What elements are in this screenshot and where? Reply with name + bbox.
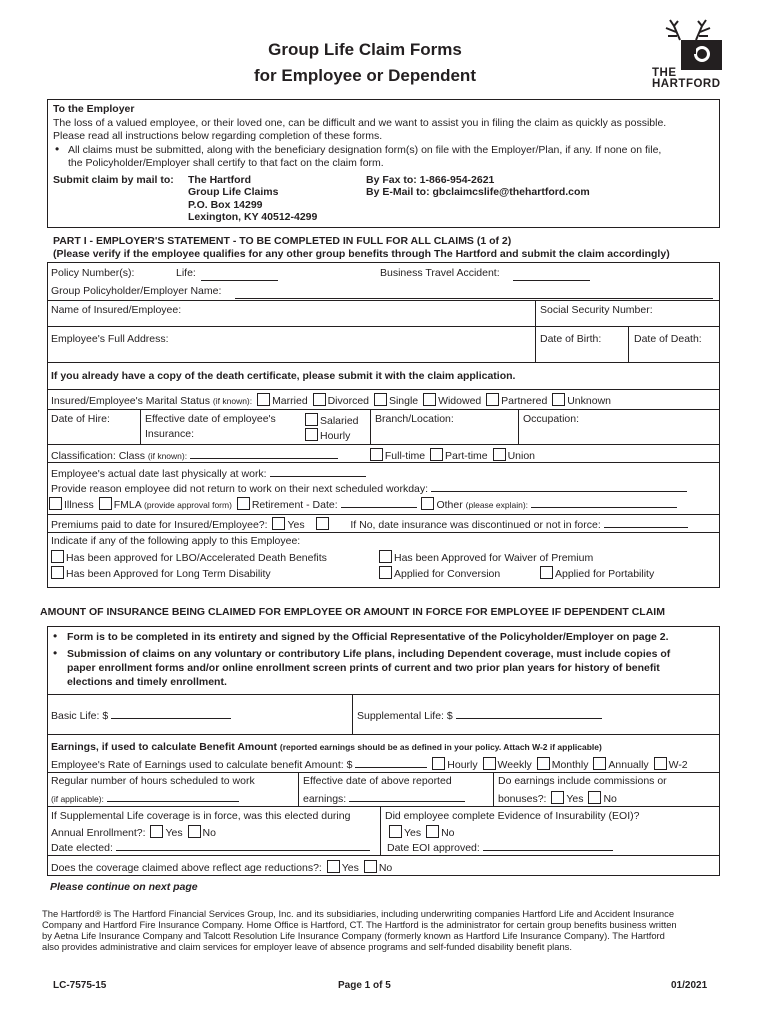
life-label: Life: [176, 267, 196, 279]
bullet-icon: • [55, 142, 60, 156]
logo-word-hartford: HARTFORD [652, 78, 721, 90]
lbo-option [49, 550, 327, 565]
bonuses-label: bonuses?: [498, 793, 547, 805]
fmla-checkbox[interactable] [99, 497, 112, 510]
fulltime-checkbox[interactable] [370, 448, 383, 461]
widowed-checkbox[interactable] [423, 393, 436, 406]
dod-label: Date of Death: [634, 333, 702, 345]
monthly-rate-label: Monthly [551, 759, 589, 771]
reason-row [51, 481, 687, 496]
parttime-label: Part-time [445, 450, 488, 462]
regular-hours-label: Regular number of hours scheduled to work [51, 775, 255, 787]
eoi-date-label: Date EOI approved: [387, 842, 480, 854]
legal-text-2: Company and Hartford Fire Insurance Company. Home Office is Hartford, CT. The Hartford is the administrator for certain group benefits business written [42, 919, 677, 930]
occupation-label: Occupation: [523, 413, 580, 425]
employer-bullet-cont: the Policyholder/Employer shall certify to that fact on the claim form. [68, 157, 384, 169]
employer-heading: To the Employer [53, 103, 135, 115]
bullet-icon: • [53, 646, 58, 660]
effective-reported-label: Effective date of above reported [303, 775, 452, 787]
bonuses-yes-label: Yes [566, 793, 584, 805]
eoi-options-row [387, 825, 455, 840]
basic-life-row [51, 708, 231, 723]
eoi-label: Did employee complete Evidence of Insurability (EOI)? [385, 810, 640, 822]
divider [47, 409, 720, 410]
indicate-label: Indicate if any of the following apply to this Employee: [51, 535, 301, 547]
annually-rate-checkbox[interactable] [593, 757, 606, 770]
age-yes-label: Yes [341, 862, 359, 874]
branch-label: Branch/Location: [375, 413, 454, 425]
marital-status-label: Insured/Employee's Marital Status [51, 395, 210, 407]
age-reductions-row [51, 860, 392, 875]
logo-word-the: THE [652, 67, 677, 79]
divorced-label: Divorced [327, 395, 370, 407]
premiums-date-label: date for [135, 519, 172, 531]
if-applicable-hint: (if applicable): [51, 794, 104, 804]
divider [47, 772, 720, 773]
legal-text: The Hartford® is The Hartford Financial Services Group, Inc. and its subsidiaries, including underwriting companies Hartford Life and Accident Insurance [42, 908, 675, 919]
annual-yes-label: Yes [165, 827, 183, 839]
mail-line-4: Lexington, KY 40512-4299 [188, 211, 318, 223]
policy-number-label: Policy Number(s): [51, 267, 135, 279]
unknown-label: Unknown [567, 395, 611, 407]
illness-checkbox[interactable] [49, 497, 62, 510]
bonuses-yes-checkbox[interactable] [551, 791, 564, 804]
divider [47, 362, 720, 363]
divider [298, 772, 299, 806]
hourly-checkbox[interactable] [305, 428, 318, 441]
last-at-work-row [51, 466, 366, 481]
divider [518, 409, 519, 444]
classification-field[interactable] [190, 448, 338, 459]
age-no-label: No [378, 862, 393, 874]
fmla-hint: (provide approval form) [144, 500, 232, 510]
mail-line-2: Group Life Claims [188, 186, 279, 198]
supplemental-life-field[interactable] [456, 708, 602, 719]
supplemental-life-row [357, 708, 602, 723]
dob-label: Date of Birth: [540, 333, 602, 345]
retirement-date-field[interactable] [341, 497, 417, 508]
weekly-rate-label: Weekly [497, 759, 532, 771]
divider [352, 694, 353, 734]
date-elected-field[interactable] [116, 840, 370, 851]
annually-rate-label: Annually [608, 759, 649, 771]
bonuses-no-label: No [603, 793, 617, 805]
mail-label: Submit claim by mail to: [53, 174, 174, 186]
hourly-label: Hourly [320, 430, 351, 442]
eoi-date-row [387, 840, 613, 855]
other-checkbox[interactable] [421, 497, 434, 510]
conversion-option [377, 566, 500, 581]
divider [47, 514, 720, 515]
basic-life-label: Basic Life: $ [51, 710, 109, 722]
reason-label: Provide reason employee did not return to work on their next scheduled workday: [51, 483, 429, 495]
divider [47, 532, 720, 533]
ltd-checkbox[interactable] [51, 566, 64, 579]
eoi-date-field[interactable] [483, 840, 613, 851]
age-yes-checkbox[interactable] [327, 860, 340, 873]
salaried-checkbox[interactable] [305, 413, 318, 426]
last-at-work-label: Employee's actual date last physically at work: [51, 468, 267, 480]
age-no-checkbox[interactable] [364, 860, 377, 873]
partnered-checkbox[interactable] [486, 393, 499, 406]
divider [370, 409, 371, 444]
age-reductions-label: Does the coverage claimed above reflect age reductions?: [51, 862, 322, 874]
effective-reported-field[interactable] [349, 791, 465, 802]
premiums-rest-label: Insured/Employee?: [174, 519, 268, 531]
group-policyholder-label: Group Policyholder/Employer Name: [51, 285, 222, 297]
divider [493, 772, 494, 806]
divider [47, 806, 720, 807]
effective-date-label-2: Insurance: [145, 428, 195, 440]
classification-hint: (if known): [147, 451, 188, 461]
bonuses-row [498, 791, 617, 806]
annual-enrollment-row [51, 825, 216, 840]
continue-note: Please continue on next page [50, 881, 198, 893]
regular-hours-field[interactable] [107, 791, 239, 802]
supplemental-life-label: Supplemental Life: $ [357, 710, 453, 722]
logo-wordmark [652, 68, 721, 90]
portability-option [538, 566, 654, 581]
page-subtitle: for Employee or Dependent [254, 66, 476, 85]
date-elected-label: Date elected: [51, 842, 113, 854]
mail-line-3: P.O. Box 14299 [188, 199, 263, 211]
other-hint: (please explain): [465, 500, 529, 510]
divider [535, 300, 536, 362]
retirement-checkbox[interactable] [237, 497, 250, 510]
eoi-yes-checkbox[interactable] [389, 825, 402, 838]
married-checkbox[interactable] [257, 393, 270, 406]
annual-no-label: No [202, 827, 216, 839]
regular-hours-row [51, 791, 239, 806]
supplemental-elected-label: If Supplemental Life coverage is in force, was this elected during [51, 810, 351, 822]
union-label: Union [507, 450, 535, 462]
reason-options-row [47, 497, 677, 512]
portability-checkbox[interactable] [540, 566, 553, 579]
divider [47, 444, 720, 445]
premiums-label: Premiums paid to [51, 519, 133, 531]
mail-line-1: The Hartford [188, 174, 251, 186]
rate-row [51, 757, 688, 772]
employer-intro: The loss of a valued employee, or their loved one, can be difficult and we want to assist you in filing the claim as quickly as possible. [53, 117, 667, 129]
w2-rate-label: W-2 [668, 759, 688, 771]
employer-bullet: All claims must be submitted, along with the beneficiary designation form(s) on file with the Employer/Plan, if any. If none on file, [68, 144, 662, 156]
bonuses-no-checkbox[interactable] [588, 791, 601, 804]
divider [47, 462, 720, 463]
part1-heading: PART I - EMPLOYER'S STATEMENT - TO BE COMPLETED IN FULL FOR ALL CLAIMS (1 of 2) [53, 235, 512, 247]
partnered-label: Partnered [501, 395, 548, 407]
fmla-label: FMLA [113, 499, 142, 511]
amount-bullet-2: Submission of claims on any voluntary or contributory Life plans, including Dependent coverage, must include copies of [67, 648, 671, 660]
annual-no-checkbox[interactable] [188, 825, 201, 838]
effective-date-label: Effective date of employee's [145, 413, 276, 425]
commissions-label: Do earnings include commissions or [498, 775, 667, 787]
discontinued-field[interactable] [604, 517, 688, 528]
weekly-rate-checkbox[interactable] [483, 757, 496, 770]
premiums-yes-label: Yes [287, 519, 305, 531]
divider [47, 734, 720, 735]
basic-life-field[interactable] [111, 708, 231, 719]
waiver-option [377, 550, 593, 565]
classification-row [51, 448, 535, 463]
parttime-checkbox[interactable] [430, 448, 443, 461]
hourly-rate-label: Hourly [447, 759, 478, 771]
employer-intro-2: Please read all instructions below regarding completion of these forms. [53, 130, 383, 142]
other-field[interactable] [531, 497, 677, 508]
annual-yes-checkbox[interactable] [150, 825, 163, 838]
death-certificate-note: If you already have a copy of the death certificate, please submit it with the claim application. [51, 370, 516, 382]
married-label: Married [272, 395, 308, 407]
classification-label: Classification: Class [51, 450, 145, 462]
effective-reported-row [303, 791, 465, 806]
page-title: Group Life Claim Forms [268, 40, 462, 59]
conversion-label: Applied for Conversion [394, 568, 501, 580]
rate-field[interactable] [355, 757, 427, 768]
premiums-row [51, 517, 688, 532]
marital-status-row [51, 393, 611, 408]
earnings-heading: Earnings, if used to calculate Benefit Amount [51, 741, 277, 753]
insured-name-label: Name of Insured/Employee: [51, 304, 182, 316]
premiums-no-checkbox[interactable] [316, 517, 329, 530]
divider [47, 300, 720, 301]
premiums-yes-checkbox[interactable] [272, 517, 285, 530]
waiver-label: Has been Approved for Waiver of Premium [394, 552, 594, 564]
portability-label: Applied for Portability [555, 568, 655, 580]
conversion-checkbox[interactable] [379, 566, 392, 579]
email-address: By E-Mail to: gbclaimcslife@thehartford.com [366, 186, 590, 198]
business-travel-label: Business Travel Accident: [380, 267, 500, 279]
discontinued-label: If No, date insurance was discontinued or not in force: [350, 519, 601, 531]
eoi-no-label: No [441, 827, 455, 839]
amount-bullet-1: Form is to be completed in its entirety and signed by the Official Representative of the Policyholder/Employer on page 2. [67, 631, 669, 643]
earnings-label: earnings: [303, 793, 347, 805]
marital-status-hint: (if known): [212, 396, 253, 406]
page-number: Page 1 of 5 [338, 980, 391, 991]
earnings-row [51, 741, 602, 754]
divider [47, 855, 720, 856]
widowed-label: Widowed [438, 395, 482, 407]
form-number: LC-7575-15 [53, 980, 107, 991]
hourly-option [303, 428, 350, 443]
amount-heading: AMOUNT OF INSURANCE BEING CLAIMED FOR EMPLOYEE OR AMOUNT IN FORCE FOR EMPLOYEE IF DEPENDENT CLAIM [40, 606, 665, 618]
date-elected-row [51, 840, 370, 855]
unknown-checkbox[interactable] [552, 393, 565, 406]
eoi-no-checkbox[interactable] [426, 825, 439, 838]
part1-subheading: (Please verify if the employee qualifies for any other group benefits through The Hartford and submit the claim accordingly) [53, 248, 670, 260]
divider [140, 409, 141, 444]
illness-label: Illness [64, 499, 94, 511]
ssn-label: Social Security Number: [540, 304, 653, 316]
bullet-icon: • [53, 629, 58, 643]
divider [47, 389, 720, 390]
salaried-option [303, 413, 359, 428]
ltd-option [49, 566, 271, 581]
life-field[interactable] [201, 280, 278, 281]
single-label: Single [388, 395, 419, 407]
annual-enrollment-label: Annual Enrollment?: [51, 827, 146, 839]
hourly-rate-checkbox[interactable] [432, 757, 445, 770]
divider [380, 806, 381, 855]
union-checkbox[interactable] [493, 448, 506, 461]
other-label: Other [436, 499, 463, 511]
divider [628, 326, 629, 362]
w2-rate-checkbox[interactable] [654, 757, 667, 770]
group-policyholder-field[interactable] [235, 298, 713, 299]
form-date: 01/2021 [671, 980, 708, 991]
divider [47, 694, 720, 695]
business-travel-field[interactable] [513, 280, 590, 281]
reason-field[interactable] [431, 481, 687, 492]
earnings-note: (reported earnings should be as defined in your policy. Attach W-2 if applicable) [279, 742, 602, 752]
single-checkbox[interactable] [374, 393, 387, 406]
divorced-checkbox[interactable] [313, 393, 326, 406]
rate-label: Employee's Rate of Earnings used to calculate benefit Amount: $ [51, 759, 353, 771]
full-address-label: Employee's Full Address: [51, 333, 169, 345]
last-at-work-field[interactable] [270, 466, 366, 477]
lbo-checkbox[interactable] [51, 550, 64, 563]
amount-bullet-2-end: elections and timely enrollment. [67, 676, 227, 688]
date-of-hire-label: Date of Hire: [51, 413, 110, 425]
salaried-label: Salaried [320, 415, 359, 427]
ltd-label: Has been Approved for Long Term Disability [66, 568, 271, 580]
fax-number: By Fax to: 1-866-954-2621 [366, 174, 495, 186]
retirement-label: Retirement - Date: [251, 499, 338, 511]
divider [47, 326, 720, 327]
amount-bullet-2-cont: paper enrollment forms and/or online enrollment screen prints of current and two prior plan years for history of benefit [67, 662, 660, 674]
waiver-checkbox[interactable] [379, 550, 392, 563]
monthly-rate-checkbox[interactable] [537, 757, 550, 770]
legal-text-3: by Aetna Life Insurance Company and Talcott Resolution Life Insurance Company (formerly known as Hartford Life Insurance Company). The Hartford [42, 930, 665, 941]
legal-text-4: also provides administrative and claim services for employer leave of absence programs and self-funded disability benefit plans. [42, 941, 572, 952]
fulltime-label: Full-time [384, 450, 426, 462]
eoi-yes-label: Yes [404, 827, 422, 839]
lbo-label: Has been approved for LBO/Accelerated Death Benefits [66, 552, 327, 564]
